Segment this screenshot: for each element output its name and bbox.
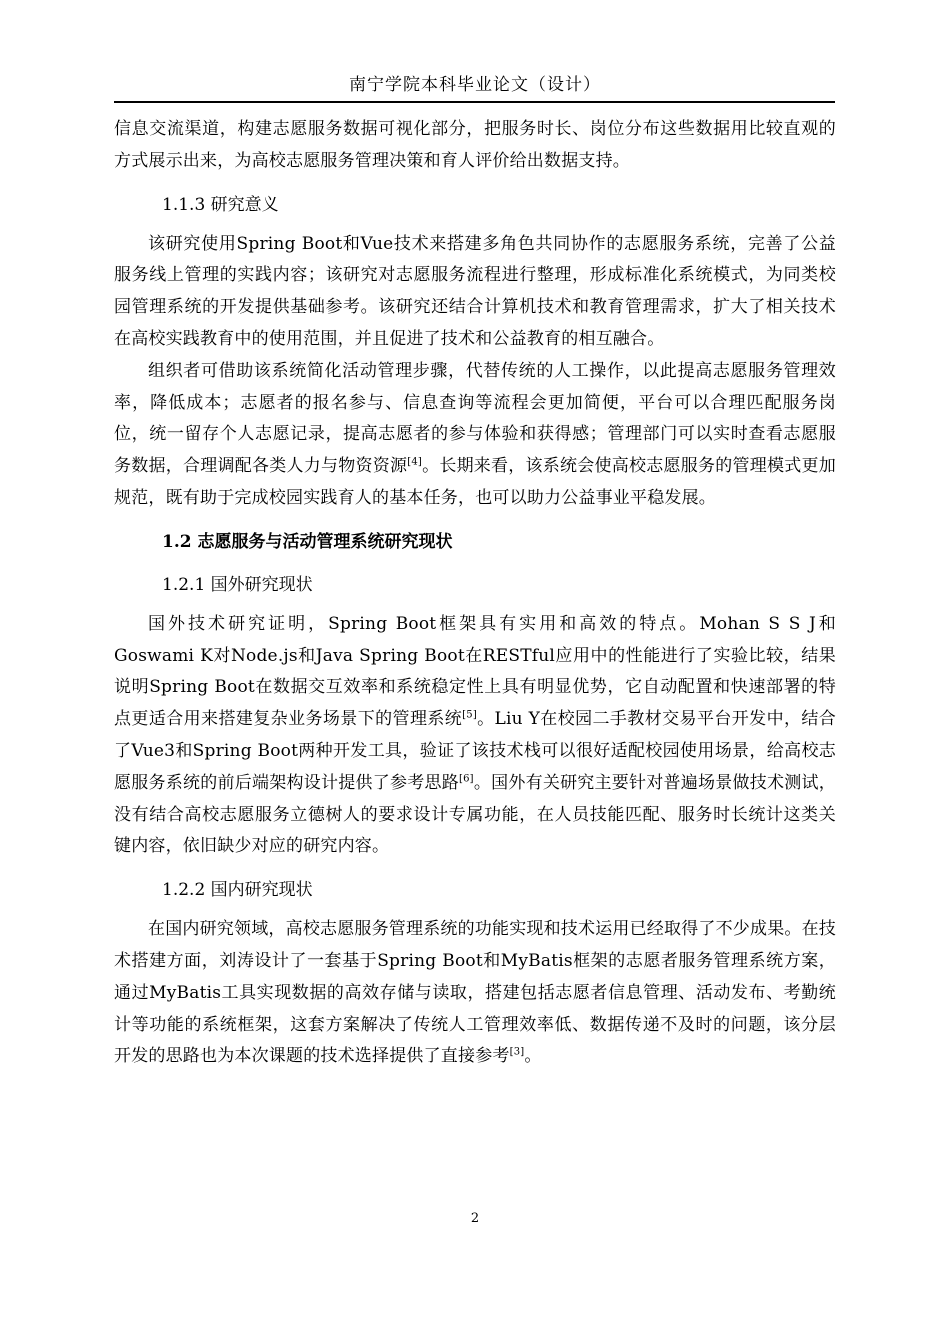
citation-5: [5]	[462, 709, 477, 721]
section-heading-1-2: 1.2 志愿服务与活动管理系统研究现状	[162, 531, 453, 552]
paragraph-continued: 信息交流渠道，构建志愿服务数据可视化部分，把服务时长、岗位分布这些数据用比较直观的方式展示出来，为高校志愿服务管理决策和育人评价给出数据支持。	[114, 119, 836, 171]
citation-4: [4]	[407, 456, 423, 468]
paragraph-foreign-research: 国外技术研究证明，Spring Boot框架具有实用和高效的特点。Mohan S S J和Goswami K对Node.js和Java Spring Boot在RESTful应用中的性能进行了实验比较，结果说明Spring Boot在数据交互效率和系统稳定性上具有明显优势，它自动配置和快速部署的特点更适合用来搭建复杂业务场景下的管理系统[5]。Liu Y在校园二手教材交易平台开发中，结合了Vue3和Spring Boot两种开发工具，验证了该技术栈可以很好适配校园使用场景，给高校志愿服务系统的前后端架构设计提供了参考思路[6]。国外有关研究主要针对普遍场景做技术测试，没有结合高校志愿服务立德树人的要求设计专属功能，在人员技能匹配、服务时长统计这类关键内容，依旧缺少对应的研究内容。	[114, 613, 837, 857]
subsection-heading-1-2-1: 1.2.1 国外研究现状	[162, 574, 313, 595]
subsection-heading-1-2-2: 1.2.2 国内研究现状	[162, 880, 313, 901]
citation-6: [6]	[459, 773, 474, 785]
header-rule	[114, 101, 835, 103]
paragraph-significance-2: 组织者可借助该系统简化活动管理步骤，代替传统的人工操作，以此提高志愿服务管理效率，降低成本；志愿者的报名参与、信息查询等流程会更加简便，平台可以合理匹配服务岗位，统一留存个人志愿记录，提高志愿者的参与体验和获得感；管理部门可以实时查看志愿服务数据，合理调配各类人力与物资资源[4]。长期来看，该系统会使高校志愿服务的管理模式更加规范，既有助于完成校园实践育人的基本任务，也可以助力公益事业平稳发展。	[114, 360, 836, 508]
paragraph-significance-1: 该研究使用Spring Boot和Vue技术来搭建多角色共同协作的志愿服务系统，完善了公益服务线上管理的实践内容；该研究对志愿服务流程进行整理，形成标准化系统模式，为同类校园管理系统的开发提供基础参考。该研究还结合计算机技术和教育管理需求，扩大了相关技术在高校实践教育中的使用范围，并且促进了技术和公益教育的相互融合。	[114, 233, 836, 349]
subsection-heading-1-1-3: 1.1.3 研究意义	[162, 194, 279, 215]
citation-3: [3]	[509, 1046, 525, 1058]
page-number: 2	[470, 1211, 480, 1226]
paragraph-domestic-research: 在国内研究领域，高校志愿服务管理系统的功能实现和技术运用已经取得了不少成果。在技术搭建方面，刘涛设计了一套基于Spring Boot和MyBatis框架的志愿者服务管理系统方案，通过MyBatis工具实现数据的高效存储与读取，搭建包括志愿者信息管理、活动发布、考勤统计等功能的系统框架，这套方案解决了传统人工管理效率低、数据传递不及时的问题，该分层开发的思路也为本次课题的技术选择提供了直接参考[3]。	[114, 919, 836, 1067]
running-header: 南宁学院本科毕业论文（设计）	[349, 75, 601, 95]
body-text	[114, 114, 836, 1073]
